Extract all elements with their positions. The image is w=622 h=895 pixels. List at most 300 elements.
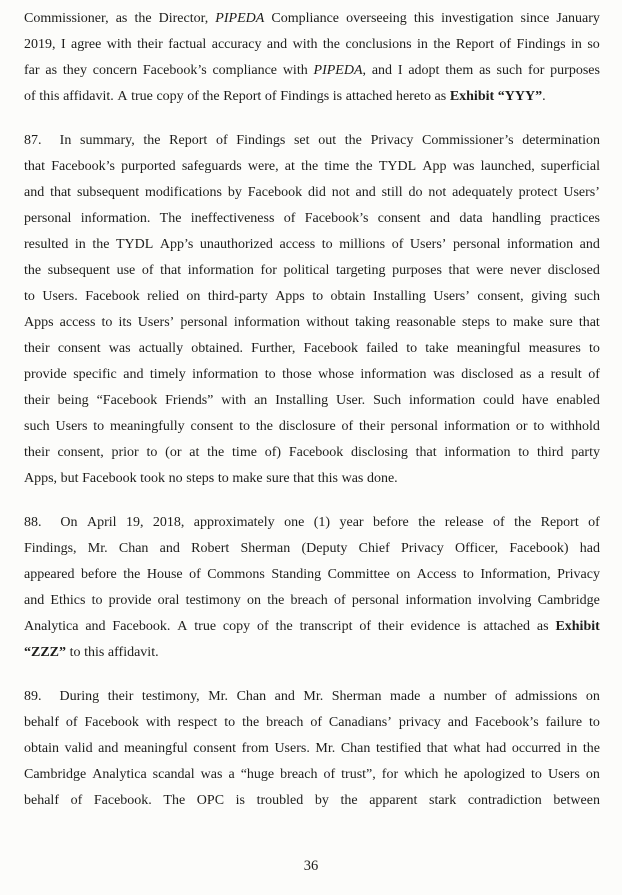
word: January — [556, 11, 600, 26]
word: and — [447, 715, 468, 730]
word: and — [98, 741, 119, 756]
word: of — [264, 89, 277, 104]
word: A — [177, 619, 188, 634]
word: that — [415, 445, 437, 460]
word: measures — [528, 341, 581, 356]
word: appeared — [24, 567, 75, 582]
word: of — [257, 619, 269, 634]
word: House — [146, 567, 183, 582]
word: as — [434, 89, 447, 104]
word: Facebook — [303, 341, 358, 356]
word: an — [254, 393, 268, 408]
word: information — [506, 237, 574, 252]
word: Users’ — [137, 315, 175, 330]
word: a — [537, 367, 545, 382]
word: the — [267, 593, 285, 608]
word: which — [404, 767, 439, 782]
word: and — [85, 619, 106, 634]
word: personal — [390, 419, 438, 434]
word: unauthorized — [199, 237, 273, 252]
word: they — [62, 63, 87, 78]
word: adequately — [452, 185, 513, 200]
word: year — [339, 515, 364, 530]
word: Exhibit — [555, 619, 600, 634]
word: protect — [518, 185, 558, 200]
word: enabled — [556, 393, 600, 408]
word: Apps — [24, 315, 54, 330]
word: meaningful — [123, 741, 188, 756]
word: of — [141, 263, 154, 278]
word: still — [381, 185, 403, 200]
word: Apps — [275, 289, 305, 304]
word: of — [588, 367, 600, 382]
word: what — [453, 741, 481, 756]
paragraph-88 — [24, 510, 600, 666]
word: on — [247, 593, 261, 608]
paragraph-89 — [24, 684, 600, 814]
word: Officer, — [455, 541, 499, 556]
word: and — [274, 689, 295, 704]
word: meaningfully — [110, 419, 185, 434]
word: Users. — [42, 289, 78, 304]
word: Sherman — [240, 541, 291, 556]
word: of — [493, 515, 505, 530]
word: with — [282, 63, 308, 78]
word: Robert — [191, 541, 230, 556]
page-number: 36 — [303, 858, 319, 874]
word: failed — [366, 341, 399, 356]
word: summary, — [80, 133, 135, 148]
word: determination — [522, 133, 600, 148]
word: from — [241, 741, 269, 756]
word: 2018, — [152, 515, 185, 530]
word: personal — [24, 211, 72, 226]
word: the — [255, 419, 274, 434]
word: actually — [138, 341, 184, 356]
word: Such — [373, 393, 402, 408]
word: consent — [377, 211, 421, 226]
word: Mr. — [87, 541, 108, 556]
word: Findings — [280, 89, 330, 104]
word: whose — [318, 367, 354, 382]
word: consent, — [57, 445, 104, 460]
word: and — [429, 211, 451, 226]
word: targeting — [336, 263, 386, 278]
word: Compliance — [271, 11, 340, 26]
word: information — [360, 367, 427, 382]
word: Commissioner, — [24, 11, 109, 26]
word: I — [397, 63, 403, 78]
word: so — [587, 37, 600, 52]
word: millions — [339, 237, 386, 252]
word: without — [306, 315, 349, 330]
word: third — [536, 445, 564, 460]
word: have — [522, 393, 549, 408]
word: done. — [366, 471, 398, 486]
word: to — [589, 341, 600, 356]
word: Facebook — [85, 289, 140, 304]
word: the — [24, 263, 42, 278]
word: 19, — [125, 515, 144, 530]
word: their — [137, 37, 163, 52]
word: Users. — [274, 741, 310, 756]
word: Facebook’s — [304, 211, 369, 226]
word: information — [233, 315, 301, 330]
word: testified — [375, 741, 422, 756]
word: transcript — [299, 619, 353, 634]
word: of — [391, 237, 404, 252]
word: the — [433, 37, 451, 52]
word: the — [92, 237, 110, 252]
word: giving — [531, 289, 567, 304]
word: PIPEDA, — [313, 63, 366, 78]
text-line — [24, 536, 600, 562]
word: In — [59, 133, 72, 148]
word: to — [24, 289, 35, 304]
word: testimony, — [141, 689, 200, 704]
word: as — [519, 367, 532, 382]
word: the — [514, 515, 532, 530]
word: their — [107, 689, 134, 704]
word: and — [123, 367, 144, 382]
word: that — [24, 159, 45, 174]
word: by — [227, 185, 242, 200]
text-line — [24, 258, 600, 284]
word: Mr. — [303, 689, 324, 704]
word: During — [59, 689, 100, 704]
word: data — [459, 211, 483, 226]
word: breach — [290, 593, 328, 608]
word: took — [140, 471, 166, 486]
word: practices — [550, 211, 600, 226]
word: testimony — [185, 593, 241, 608]
word: the — [418, 515, 436, 530]
word: compliance — [212, 63, 277, 78]
word: of — [499, 37, 512, 52]
word: Installing — [373, 289, 426, 304]
word: Canadians’ — [328, 715, 392, 730]
word: contradiction — [467, 793, 542, 808]
word: provide — [24, 367, 67, 382]
text-line — [24, 440, 600, 466]
word: did — [308, 185, 326, 200]
word: oral — [157, 593, 180, 608]
text-line — [24, 684, 600, 710]
word: a — [428, 689, 436, 704]
word: result — [550, 367, 582, 382]
word: that — [293, 471, 315, 486]
text-line — [24, 58, 600, 84]
text-line — [24, 640, 600, 666]
word: for — [528, 63, 545, 78]
word: Report — [169, 133, 208, 148]
word: modifications — [145, 185, 223, 200]
word: this — [413, 11, 435, 26]
word: Access — [416, 567, 457, 582]
word: “YYY”. — [497, 89, 546, 104]
text-line — [24, 154, 600, 180]
word: Analytica — [92, 767, 147, 782]
word: and — [579, 237, 600, 252]
word: as — [479, 63, 491, 78]
word: consent — [57, 341, 101, 356]
word: its — [118, 315, 132, 330]
word: purposes — [550, 63, 600, 78]
word: them — [445, 63, 474, 78]
word: at — [189, 445, 200, 460]
word: valid — [64, 741, 93, 756]
word: was — [452, 159, 475, 174]
word: of) — [264, 445, 282, 460]
paragraph-continuation — [24, 6, 600, 110]
word: Commons — [207, 567, 265, 582]
word: affidavit. — [107, 645, 159, 660]
word: that — [448, 263, 470, 278]
paragraph-number: 87. — [24, 133, 42, 148]
word: with — [106, 37, 132, 52]
word: and — [266, 37, 288, 52]
word: the — [344, 133, 362, 148]
word: for — [381, 767, 399, 782]
word: Report — [455, 37, 494, 52]
word: Further, — [251, 341, 296, 356]
word: were, — [247, 159, 279, 174]
word: I — [60, 37, 66, 52]
word: no — [168, 471, 183, 486]
word: in — [417, 37, 428, 52]
word: disclosure — [278, 419, 336, 434]
word: steps — [186, 471, 215, 486]
text-line — [24, 180, 600, 206]
word: of — [588, 515, 600, 530]
word: their — [24, 341, 50, 356]
word: obtain — [330, 289, 366, 304]
word: information — [444, 445, 511, 460]
word: disclosed — [547, 263, 600, 278]
word: The — [159, 211, 182, 226]
word: the — [301, 159, 319, 174]
text-line — [24, 128, 600, 154]
word: make — [232, 471, 263, 486]
word: information — [187, 263, 254, 278]
word: Cambridge — [537, 593, 600, 608]
word: respect — [177, 715, 218, 730]
word: of — [65, 715, 78, 730]
word: Facebook — [84, 715, 139, 730]
word: or — [515, 419, 528, 434]
word: release — [444, 515, 484, 530]
word: obtain — [24, 741, 59, 756]
word: use — [116, 263, 136, 278]
word: to — [533, 419, 545, 434]
word: Users’ — [433, 289, 470, 304]
word: between — [553, 793, 600, 808]
word: on — [396, 567, 411, 582]
word: affidavit. — [63, 89, 114, 104]
word: reasonable — [396, 315, 456, 330]
word: and — [159, 541, 180, 556]
word: personal — [180, 315, 228, 330]
word: Director, — [158, 11, 209, 26]
word: superficial — [540, 159, 600, 174]
word: such — [24, 419, 50, 434]
word: information. — [80, 211, 151, 226]
word: access — [59, 315, 96, 330]
text-line — [24, 414, 600, 440]
word: never — [510, 263, 542, 278]
word: 2019, — [24, 37, 56, 52]
word: Findings — [236, 133, 286, 148]
word: occurred — [511, 741, 561, 756]
text-line — [24, 710, 600, 736]
word: Mr. — [208, 689, 229, 704]
word: to — [462, 567, 474, 582]
word: subsequent — [47, 263, 110, 278]
word: relied — [147, 289, 179, 304]
word: to — [496, 315, 507, 330]
word: to — [518, 445, 530, 460]
word: evidence — [410, 619, 461, 634]
word: that — [160, 263, 182, 278]
word: their — [24, 393, 50, 408]
word: with — [145, 715, 171, 730]
word: information — [408, 393, 476, 408]
word: ineffectiveness — [190, 211, 275, 226]
word: their — [377, 619, 404, 634]
word: A — [117, 89, 128, 104]
word: that — [426, 741, 448, 756]
word: App’s — [159, 237, 194, 252]
word: hereto — [395, 89, 431, 104]
word: the — [582, 741, 600, 756]
word: scandal — [152, 767, 195, 782]
word: App — [422, 159, 447, 174]
word: sure — [266, 471, 290, 486]
word: to — [406, 341, 418, 356]
word: in — [566, 741, 578, 756]
word: party — [571, 445, 600, 460]
word: far — [24, 63, 40, 78]
word: accuracy — [211, 37, 262, 52]
text-line — [24, 32, 600, 58]
word: with — [292, 37, 318, 52]
text-line — [24, 388, 600, 414]
word: do — [408, 185, 423, 200]
word: disclosing — [351, 445, 408, 460]
word: information — [443, 419, 510, 434]
word: Chan — [236, 689, 267, 704]
word: purported — [121, 159, 176, 174]
word: troubled — [256, 793, 304, 808]
text-line — [24, 788, 600, 814]
word: agree — [71, 37, 102, 52]
word: one — [284, 515, 305, 530]
word: Sherman — [331, 689, 382, 704]
word: the — [143, 133, 161, 148]
word: was — [341, 471, 364, 486]
word: Report — [540, 515, 579, 530]
word: withhold — [550, 419, 600, 434]
word: obtained. — [191, 341, 243, 356]
word: of — [310, 715, 322, 730]
word: before — [81, 567, 117, 582]
word: of — [24, 89, 36, 104]
text-line — [24, 284, 600, 310]
word: prior — [111, 445, 139, 460]
word: not — [428, 185, 447, 200]
word: time — [324, 159, 350, 174]
word: TYDL — [378, 159, 417, 174]
text-line — [24, 562, 600, 588]
word: Users’ — [409, 237, 447, 252]
word: Facebook — [82, 471, 137, 486]
word: their — [359, 419, 385, 434]
word: admissions — [515, 689, 578, 704]
word: provide — [108, 593, 152, 608]
word: was — [432, 367, 455, 382]
word: TYDL — [115, 237, 154, 252]
word: “Facebook — [96, 393, 158, 408]
word: Report — [223, 89, 262, 104]
word: time — [232, 445, 257, 460]
word: is — [332, 89, 343, 104]
word: the — [275, 619, 293, 634]
text-line — [24, 336, 600, 362]
text-line — [24, 84, 600, 110]
word: Privacy — [557, 567, 600, 582]
word: to — [93, 419, 105, 434]
word: the — [207, 445, 225, 460]
word: of — [359, 619, 372, 634]
word: Mr. — [315, 741, 336, 756]
word: on — [585, 689, 600, 704]
word: conclusions — [345, 37, 412, 52]
word: Facebook — [288, 445, 344, 460]
word: he — [444, 767, 458, 782]
word: since — [520, 11, 550, 26]
word: specific — [73, 367, 117, 382]
word: that — [50, 185, 72, 200]
word: Exhibit — [449, 89, 495, 104]
word: subsequent — [76, 185, 140, 200]
word: Facebook. — [93, 793, 152, 808]
word: Users’ — [563, 185, 600, 200]
word: this — [84, 645, 105, 660]
word: had — [579, 541, 600, 556]
word: of — [333, 593, 346, 608]
word: consent — [190, 419, 234, 434]
word: of — [187, 89, 199, 104]
word: personal — [351, 593, 400, 608]
word: PIPEDA — [215, 11, 265, 26]
word: Facebook) — [509, 541, 569, 556]
word: true — [194, 619, 217, 634]
word: Committee — [327, 567, 390, 582]
word: Findings — [516, 37, 566, 52]
word: that — [578, 315, 600, 330]
word: the — [242, 715, 260, 730]
word: in — [74, 237, 86, 252]
word: Chan — [340, 741, 371, 756]
word: could — [482, 393, 515, 408]
word: behalf — [24, 793, 59, 808]
word: being — [57, 393, 89, 408]
word: out — [318, 133, 337, 148]
word: The — [163, 793, 186, 808]
text-line — [24, 466, 600, 492]
word: Apps, — [24, 471, 58, 486]
word: of — [323, 767, 336, 782]
